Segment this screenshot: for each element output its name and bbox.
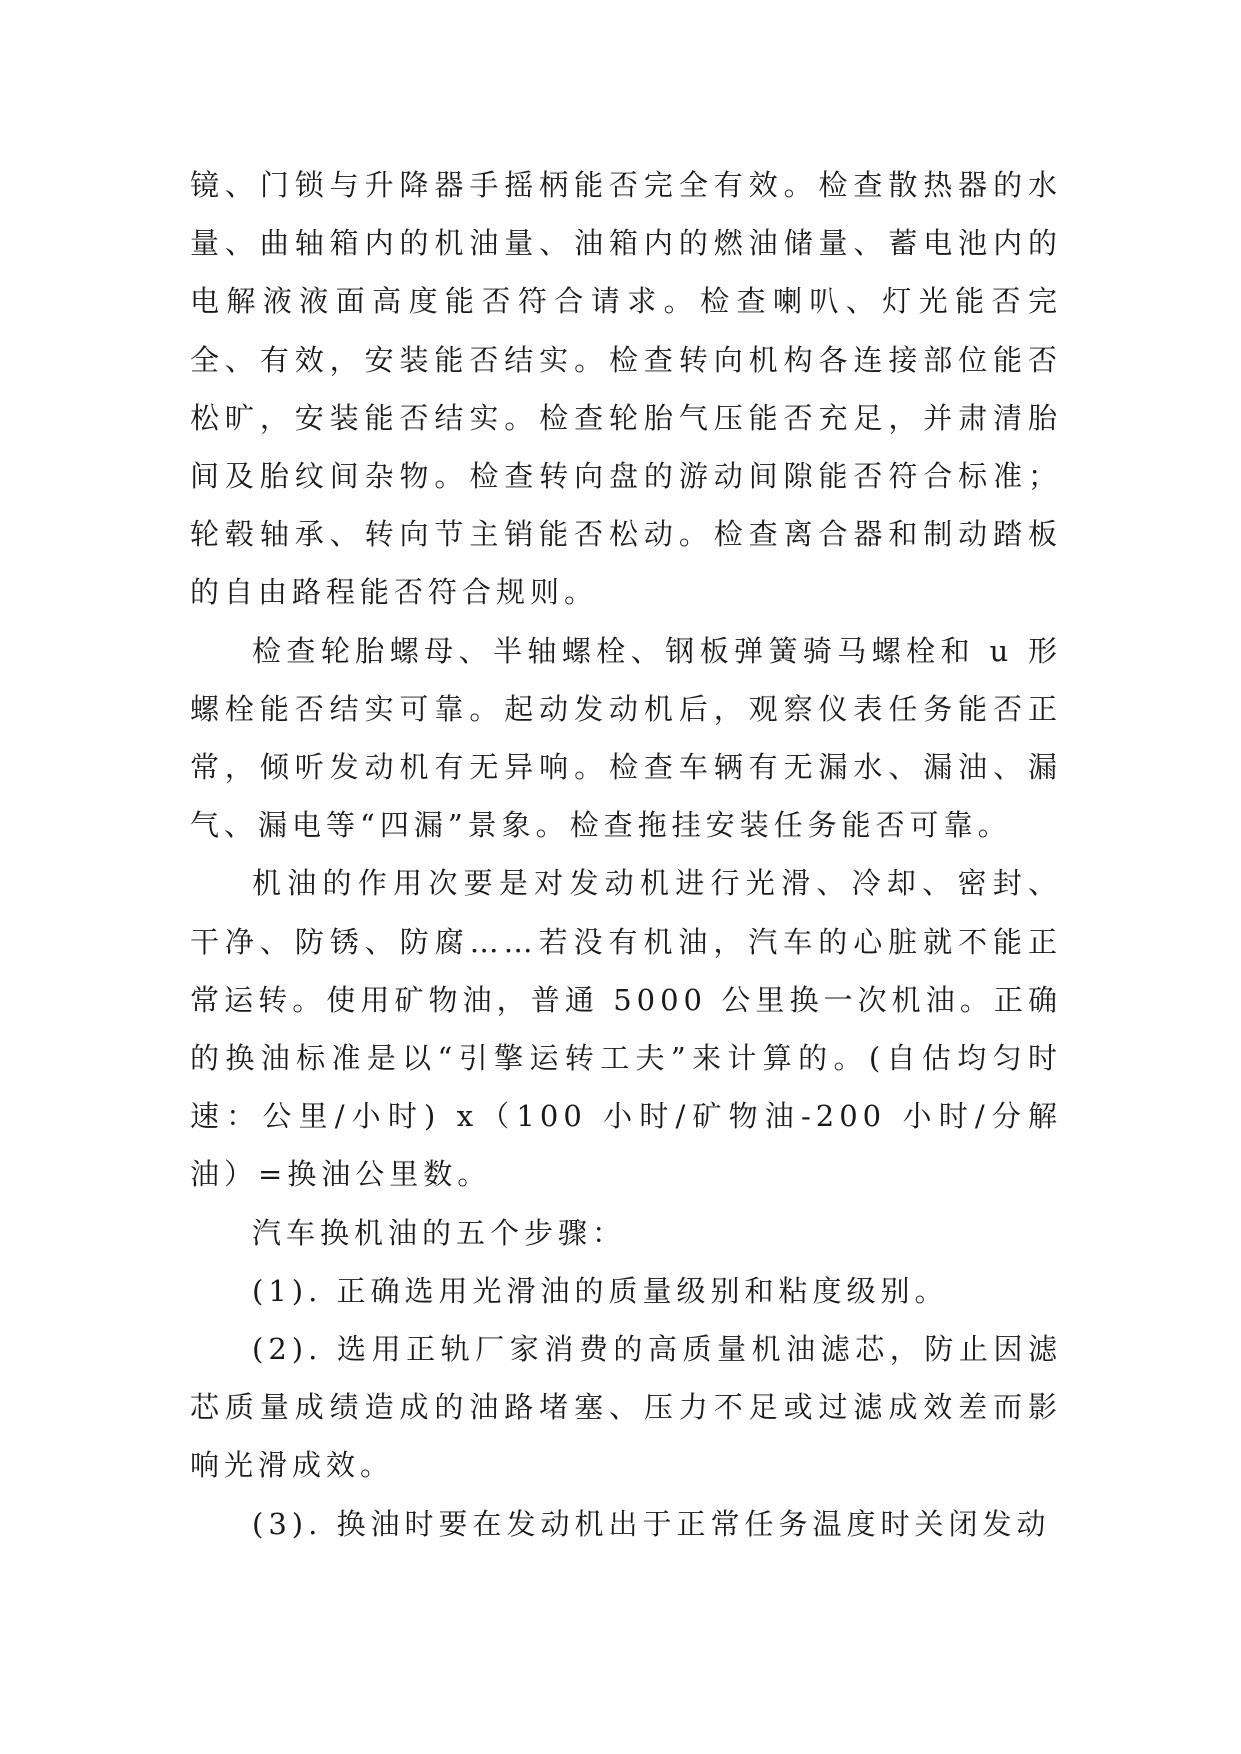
paragraph-4: 汽车换机油的五个步骤： <box>252 1215 627 1250</box>
paragraph-6: (2). 选用正轨厂家消费的高质量机油滤芯，防止因滤芯质量成绩造成的油路堵塞、压力不足或过滤成效差而影响光滑成效。 <box>190 1332 1062 1483</box>
body-text <box>190 156 1062 1553</box>
paragraph-5: (1). 正确选用光滑油的质量级别和粘度级别。 <box>252 1273 949 1308</box>
paragraph-3: 机油的作用次要是对发动机进行光滑、冷却、密封、干净、防锈、防腐……若没有机油，汽车的心脏就不能正常运转。使用矿物油，普通 5000 公里换一次机油。正确的换油标准是以“引擎运转工夫”来计算的。(自估均匀时速：公里/小时) x（100 小时/矿物油-200 小时/分解油）=换油公里数。 <box>190 866 1062 1192</box>
paragraph-1: 镜、门锁与升降器手摇柄能否完全有效。检查散热器的水量、曲轴箱内的机油量、油箱内的燃油储量、蓄电池内的电解液液面高度能否符合请求。检查喇叭、灯光能否完全、有效，安装能否结实。检查转向机构各连接部位能否松旷，安装能否结实。检查轮胎气压能否充足，并肃清胎间及胎纹间杂物。检查转向盘的游动间隙能否符合标准；轮毂轴承、转向节主销能否松动。检查离合器和制动踏板的自由路程能否符合规则。 <box>190 168 1062 610</box>
paragraph-2: 检查轮胎螺母、半轴螺栓、钢板弹簧骑马螺栓和 u 形螺栓能否结实可靠。起动发动机后，观察仪表任务能否正常，倾听发动机有无异响。检查车辆有无漏水、漏油、漏气、漏电等“四漏”景象。检查拖挂安装任务能否可靠。 <box>190 633 1062 843</box>
paragraph-7: (3). 换油时要在发动机出于正常任务温度时关闭发动 <box>252 1506 1051 1541</box>
